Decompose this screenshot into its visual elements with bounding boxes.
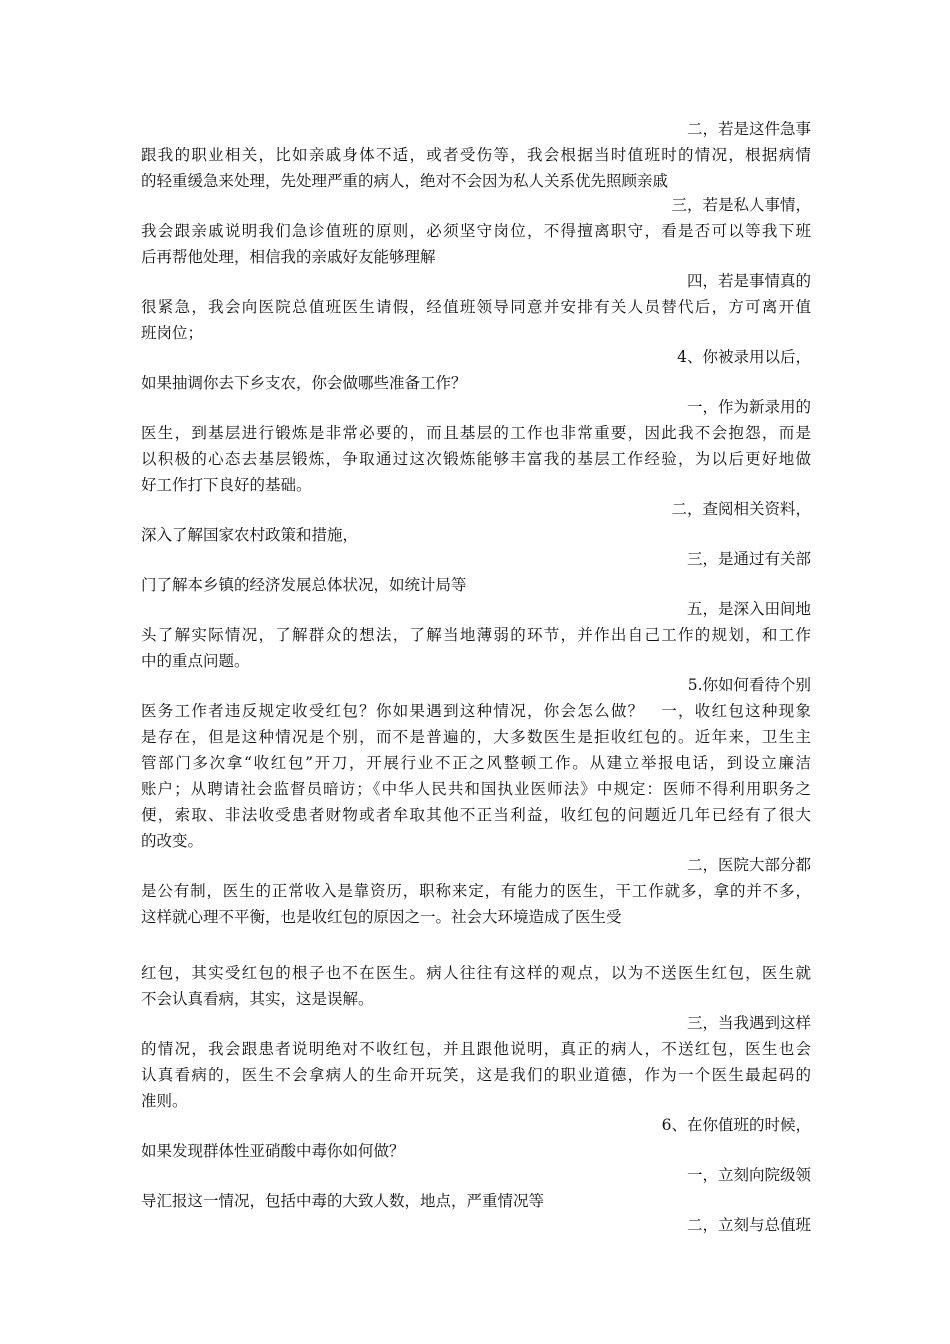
text-line: 4、你被录用以后， <box>677 348 811 366</box>
text-line: 中的重点问题。 <box>141 652 250 670</box>
text-line: 三，若是私人事情， <box>671 196 811 214</box>
text-line: 5.你如何看待个别 <box>687 676 811 694</box>
text-line: 二，若是这件急事 <box>686 120 811 138</box>
text-line: 一，立刻向院级领 <box>686 1166 811 1184</box>
text-line: 头了解实际情况，了解群众的想法，了解当地薄弱的环节，并作出自己工作的规划，和工作 <box>141 626 811 644</box>
text-line: 二，查阅相关资料， <box>671 500 811 518</box>
text-line: 如果发现群体性亚硝酸中毒你如何做？ <box>141 1142 405 1160</box>
text-line: 三，是通过有关部 <box>686 550 811 568</box>
text-line: 如果抽调你去下乡支农，你会做哪些准备工作？ <box>141 374 467 392</box>
text-line: 一，作为新录用的 <box>686 398 811 416</box>
text-line: 深入了解国家农村政策和措施， <box>141 526 359 544</box>
text-line: 是存在，但是这种情况是个别，而不是普遍的，大多数医生是拒收红包的。近年来，卫生主 <box>141 728 811 746</box>
text-line: 我会跟亲戚说明我们急诊值班的原则，必须坚守岗位，不得擅离职守，看是否可以等我下班 <box>141 222 811 240</box>
text-line: 红包，其实受红包的根子也不在医生。病人往往有这样的观点，以为不送医生红包，医生就 <box>141 964 811 982</box>
text-line: 好工作打下良好的基础。 <box>141 476 312 494</box>
text-line: 便，索取、非法收受患者财物或者牟取其他不正当利益，收红包的问题近几年已经有了很大 <box>141 806 811 824</box>
text-line: 认真看病的，医生不会拿病人的生命开玩笑，这是我们的职业道德，作为一个医生最起码的 <box>141 1066 811 1084</box>
text-line: 准则。 <box>141 1092 188 1110</box>
text-line: 的改变。 <box>141 832 204 850</box>
text-line: 医务工作者违反规定收受红包？你如果遇到这种情况，你会怎么做？ 一，收红包这种现象 <box>141 702 811 720</box>
text-line: 四，若是事情真的 <box>686 272 811 290</box>
text-line: 不会认真看病，其实，这是误解。 <box>141 990 374 1008</box>
text-line: 是公有制，医生的正常收入是靠资历，职称来定，有能力的医生，干工作就多，拿的并不多， <box>141 882 811 900</box>
text-line: 五，是深入田间地 <box>686 600 811 618</box>
text-line: 这样就心理不平衡，也是收红包的原因之一。社会大环境造成了医生受 <box>141 908 622 926</box>
text-line: 的轻重缓急来处理，先处理严重的病人，绝对不会因为私人关系优先照顾亲戚 <box>141 172 669 190</box>
text-line: 班岗位； <box>141 324 204 342</box>
text-line: 跟我的职业相关，比如亲戚身体不适，或者受伤等，我会根据当时值班时的情况，根据病情 <box>141 146 811 164</box>
text-line: 的情况，我会跟患者说明绝对不收红包，并且跟他说明，真正的病人，不送红包，医生也会 <box>141 1040 811 1058</box>
text-line: 6、在你值班的时候， <box>661 1116 811 1134</box>
text-line: 三，当我遇到这样 <box>686 1014 811 1032</box>
text-line: 很紧急，我会向医院总值班医生请假，经值班领导同意并安排有关人员替代后，方可离开值 <box>141 298 811 316</box>
text-line: 管部门多次拿“收红包”开刀，开展行业不正之风整顿工作。从建立举报电话，到设立廉洁 <box>141 754 811 772</box>
text-line: 二，立刻与总值班 <box>686 1216 811 1234</box>
text-line: 以积极的心态去基层锻炼，争取通过这次锻炼能够丰富我的基层工作经验，为以后更好地做 <box>141 450 811 468</box>
text-line: 后再帮他处理，相信我的亲戚好友能够理解 <box>141 248 436 266</box>
text-line: 导汇报这一情况，包括中毒的大致人数，地点，严重情况等 <box>141 1192 545 1210</box>
text-line: 二，医院大部分都 <box>686 856 811 874</box>
text-line: 账户；从聘请社会监督员暗访；《中华人民共和国执业医师法》中规定：医师不得利用职务之 <box>141 780 811 798</box>
text-line: 医生，到基层进行锻炼是非常必要的，而且基层的工作也非常重要，因此我不会抱怨，而是 <box>141 424 811 442</box>
text-line: 门了解本乡镇的经济发展总体状况，如统计局等 <box>141 576 467 594</box>
